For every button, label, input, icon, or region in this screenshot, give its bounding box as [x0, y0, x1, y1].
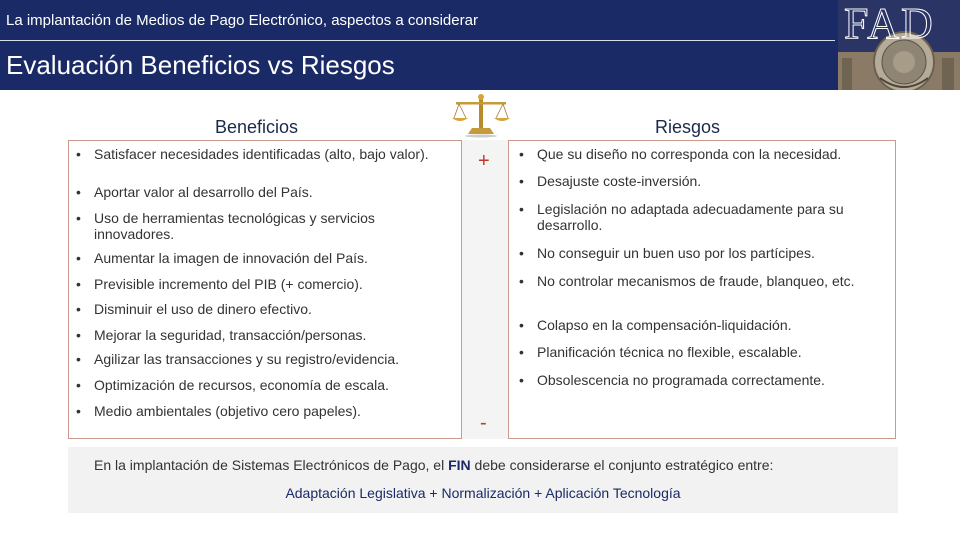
logo-lettering: FAD	[844, 0, 935, 48]
list-item: • Disminuir el uso de dinero efectivo.	[76, 301, 312, 317]
balance-scale-icon	[450, 92, 512, 138]
riesgos-heading: Riesgos	[655, 117, 721, 137]
conclusion-box	[68, 447, 898, 513]
header-bar	[0, 0, 960, 90]
list-item: • Que su diseño no corresponda con la necesidad.	[519, 146, 842, 162]
list-item: • No conseguir un buen uso por los partícipes.	[519, 245, 815, 261]
conclusion-formula: Adaptación Legislativa + Normalización + Aplicación Tecnología	[285, 485, 681, 501]
list-item: • Aumentar la imagen de innovación del País.	[76, 250, 368, 266]
list-item: • Mejorar la seguridad, transacción/personas.	[76, 327, 367, 343]
beneficios-heading: Beneficios	[215, 117, 299, 137]
minus-sign: -	[480, 412, 487, 434]
list-item: • Colapso en la compensación-liquidación.	[519, 317, 792, 333]
list-item: • Legislación no adaptada adecuadamente para su desarrollo.	[519, 201, 844, 233]
list-item: • Satisfacer necesidades identificadas (alto, bajo valor).	[76, 146, 429, 162]
list-item: • Previsible incremento del PIB (+ comercio).	[76, 276, 363, 292]
fin-highlight: FIN	[448, 457, 471, 473]
list-item: • Desajuste coste-inversión.	[519, 173, 702, 189]
list-item: • Aportar valor al desarrollo del País.	[76, 184, 313, 200]
list-item: • Medio ambientales (objetivo cero papeles).	[76, 403, 361, 419]
presentation-title: La implantación de Medios de Pago Electrónico, aspectos a considerar	[6, 12, 478, 29]
list-item: • No controlar mecanismos de fraude, blanqueo, etc.	[519, 273, 855, 289]
fad-logo	[838, 0, 960, 90]
conclusion-text: En la implantación de Sistemas Electrónicos de Pago, el FIN debe considerarse el conjunto estratégico entre:	[94, 457, 774, 473]
list-item: • Uso de herramientas tecnológicas y servicios innovadores.	[76, 210, 375, 242]
list-item: • Agilizar las transacciones y su registro/evidencia.	[76, 351, 400, 367]
plus-sign: +	[478, 150, 490, 172]
list-item: • Optimización de recursos, economía de escala.	[76, 377, 389, 393]
slide-title: Evaluación Beneficios vs Riesgos	[6, 50, 395, 80]
center-divider	[462, 140, 508, 439]
list-item: • Planificación técnica no flexible, escalable.	[519, 344, 802, 360]
header-divider	[0, 40, 835, 41]
list-item: • Obsolescencia no programada correctamente.	[519, 372, 825, 388]
